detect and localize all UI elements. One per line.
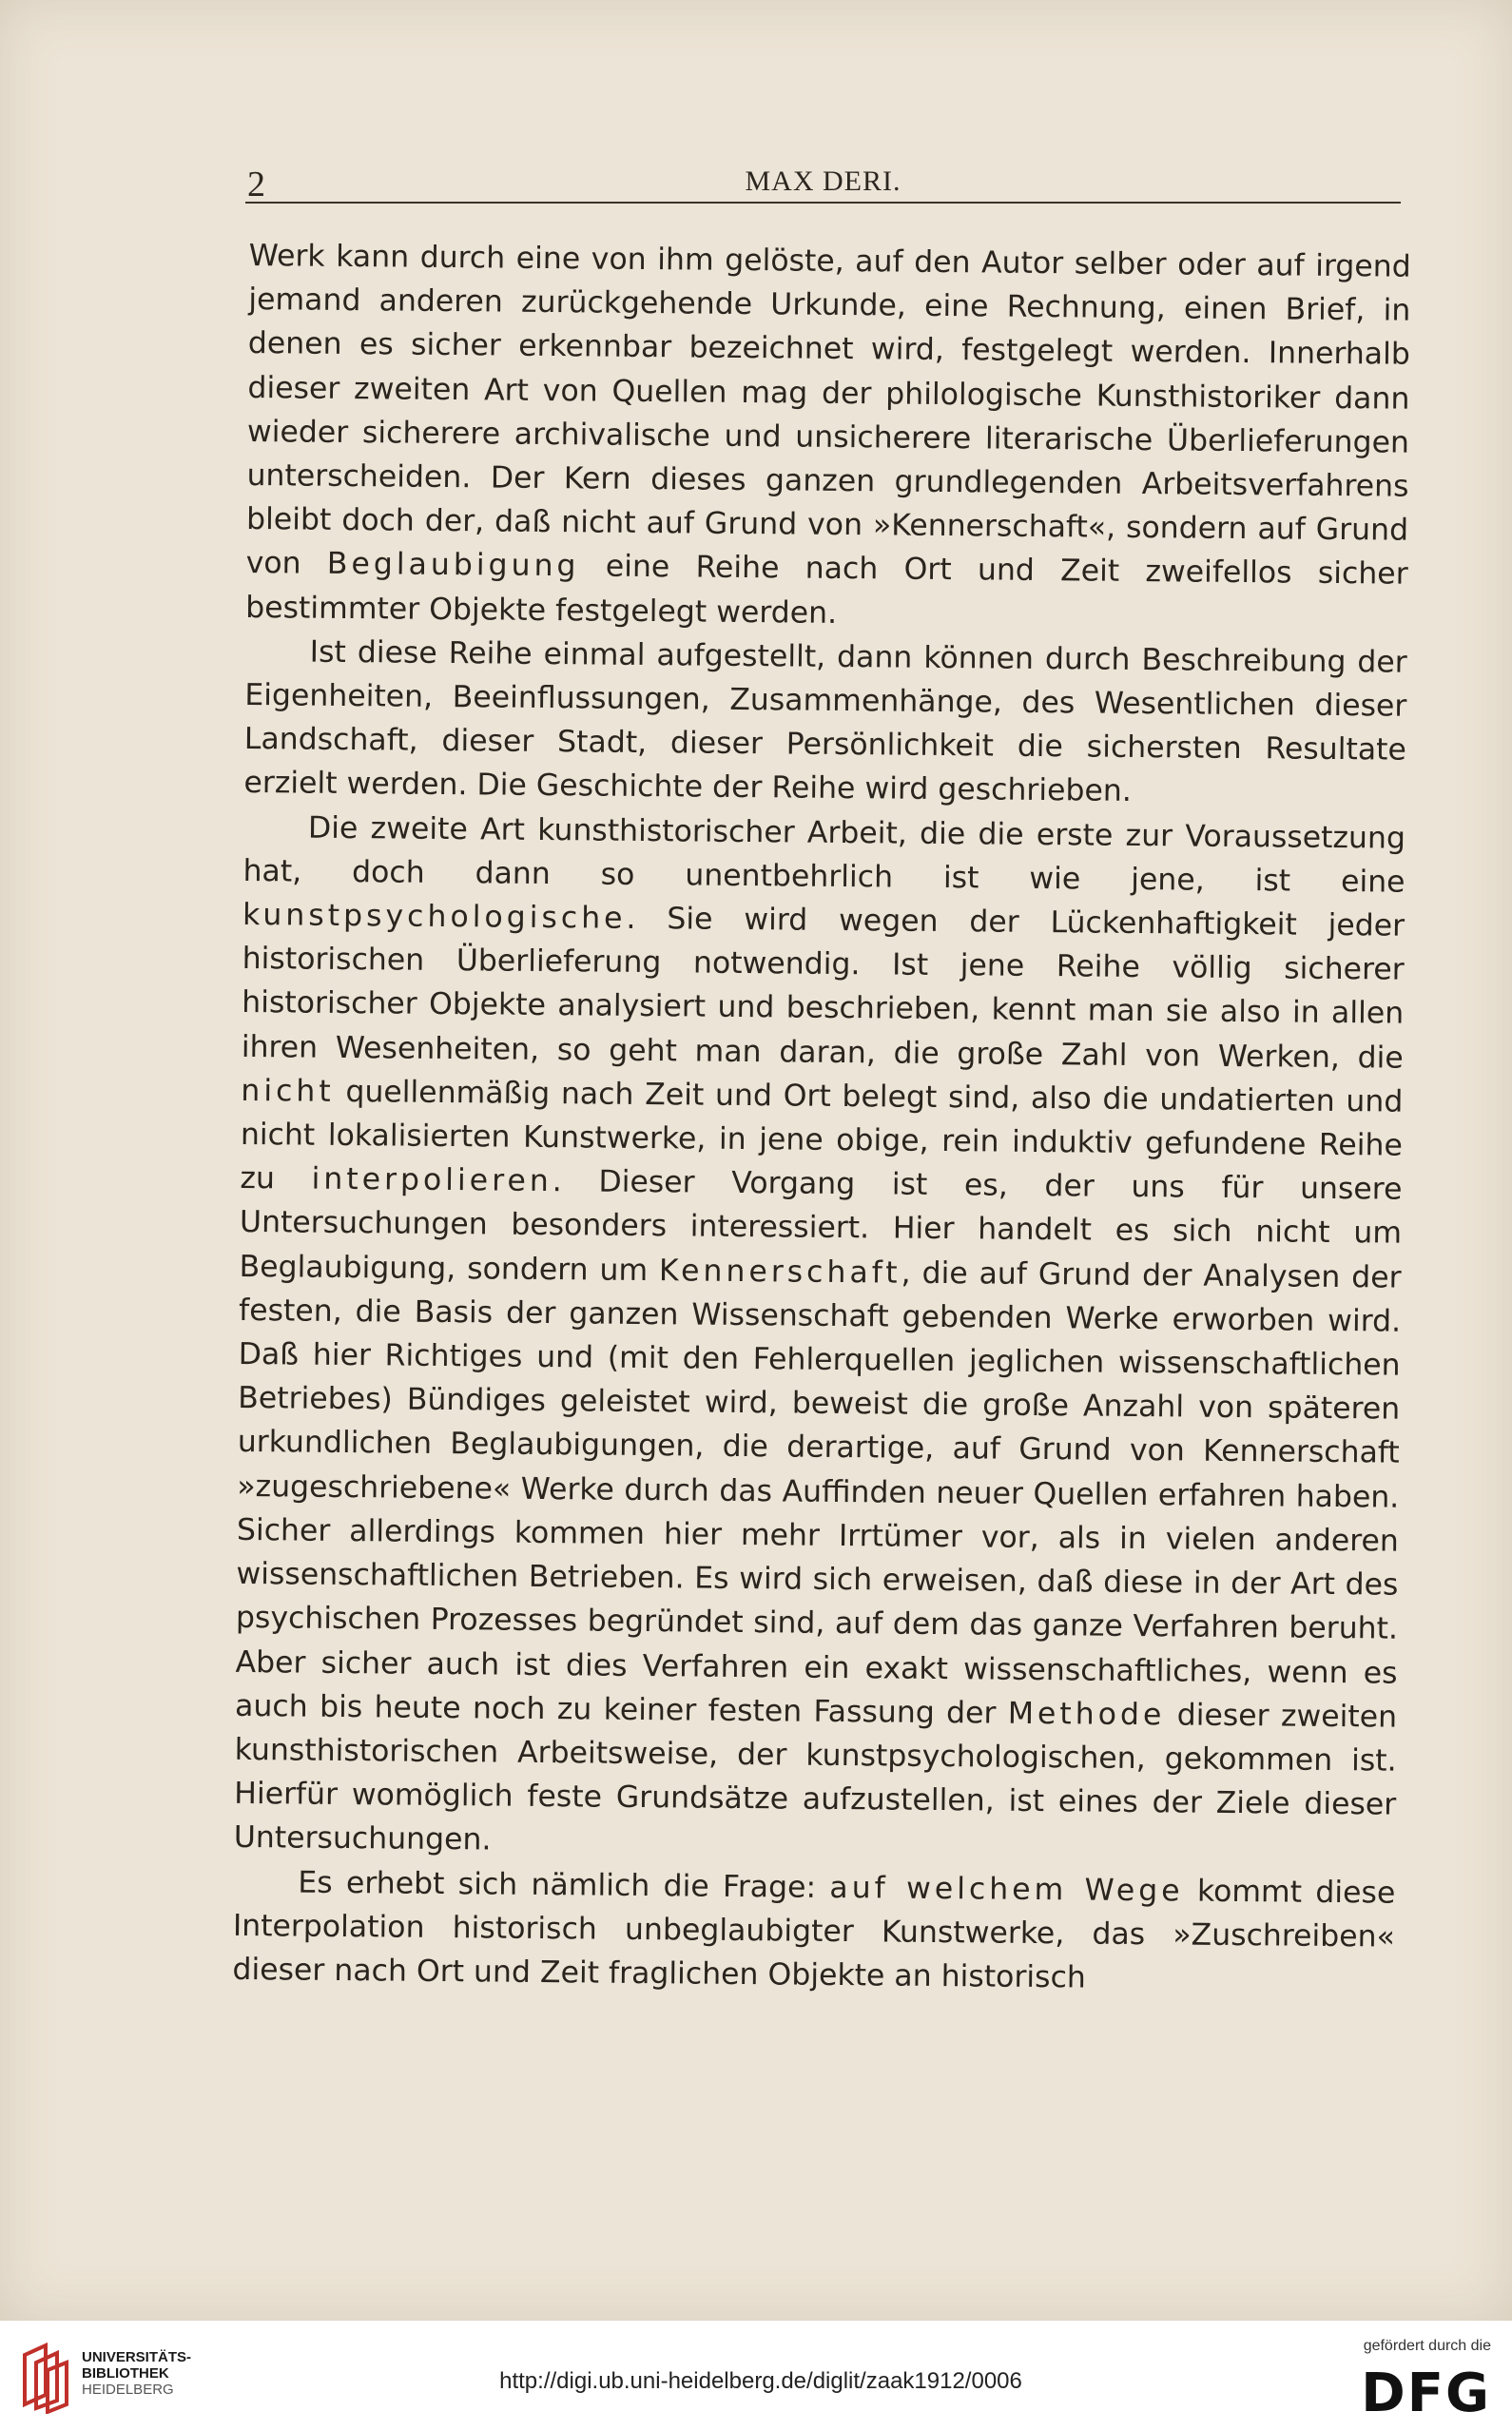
text-run: dieser zweiten kunsthistorischen Arbeitsweise, der kunstpsychologischen, gekommen ist. Hierfür womöglich feste Grundsätze aufzustellen, ist eines der Ziele dieser Untersuchungen.	[233, 1698, 1398, 1857]
emphasized-text: interpolieren	[311, 1161, 552, 1199]
emphasized-text: Kennerschaft	[658, 1253, 901, 1291]
text-run: . Dieser Vorgang ist es, der uns für unsere Untersuchungen besonders interessiert. Hier handelt es sich nicht um Beglaubigung, sondern um	[239, 1164, 1403, 1288]
text-run: kommt diese Interpolation historisch unbeglaubigter Kunstwerke, das »Zuschreiben« dieser nach Ort und Zeit fraglichen Objekte an historisch	[232, 1874, 1396, 1995]
text-run: . Sie wird wegen der Lückenhaftigkeit jeder historischen Überlieferung notwendig. Ist jene Reihe völlig sicherer historischer Objekte analysiert und beschrieben, kennt man sie also in allen ihren Wesenheiten, so geht man daran, die große Zahl von Werken, die	[241, 901, 1405, 1076]
text-run: Die zweite Art kunsthistorischer Arbeit, die die erste zur Voraussetzung hat, doch dann so unentbehrlich ist wie jene, ist eine	[242, 810, 1406, 900]
emphasized-text: Methode	[1007, 1696, 1166, 1733]
emphasized-text: auf welchem Wege	[829, 1870, 1184, 1909]
paragraph	[243, 630, 1407, 817]
library-name-line-3: HEIDELBERG	[82, 2382, 174, 2398]
text-run: eine Reihe nach Ort und Zeit zweifellos sicher bestimmter Objekte festgelegt werden.	[245, 549, 1408, 631]
text-run: Ist diese Reihe einmal aufgestellt, dann können durch Beschreibung der Eigenheiten, Beeinflussungen, Zusammenhänge, des Wesentlichen dieser Landschaft, dieser Stadt, dieser Persönlichkeit die sichersten Resultate erzielt werden. Die Geschichte der Reihe wird geschrieben.	[243, 634, 1407, 809]
footer-bar	[0, 2321, 1512, 2431]
dfg-logo-icon: DFG	[1361, 2363, 1491, 2424]
body-text	[232, 234, 1411, 2003]
permalink-url[interactable]: http://digi.ub.uni-heidelberg.de/diglit/zaak1912/0006	[499, 2368, 1022, 2394]
paragraph	[245, 234, 1411, 641]
running-title: MAX DERI.	[745, 165, 901, 197]
ub-heidelberg-logo-icon	[15, 2338, 72, 2414]
sponsor-label: gefördert durch die	[1363, 2338, 1491, 2354]
emphasized-text: nicht	[241, 1073, 335, 1109]
library-name-line-1: UNIVERSITÄTS-	[82, 2349, 192, 2365]
library-name-line-2: BIBLIOTHEK	[82, 2365, 169, 2382]
text-run: Werk kann durch eine von ihm gelöste, auf den Autor selber oder auf irgend jemand anderen zurückgehende Urkunde, eine Rechnung, einen Brief, in denen es sicher erkennbar bezeichnet wird, festgelegt werden. Innerhalb dieser zweiten Art von Quellen mag der philologische Kunsthistoriker dann wieder sicherere archivalische und unsicherere literarische Überlieferungen unterscheiden. Der Kern dieses ganzen grundlegenden Arbeitsverfahrens bleibt doch der, daß nicht auf Grund von »Kennerschaft«, sondern auf Grund von	[245, 238, 1411, 582]
emphasized-text: Beglaubigung	[326, 547, 580, 584]
page-header	[245, 160, 1401, 204]
paragraph	[232, 1859, 1395, 2002]
library-name	[82, 2349, 191, 2398]
emphasized-text: kunstpsychologische	[242, 898, 627, 936]
text-run: , die auf Grund der Analysen der festen, die Basis der ganzen Wissenschaft gebenden Werke erworben wird. Daß hier Richtiges und (mit den Fehlerquellen jeglichen wissenschaftlichen Betriebes) Bündiges geleistet wird, beweist die große Anzahl von späteren urkundlichen Beglaubigungen, die derartige, auf Grund von Kennerschaft »zugeschriebene« Werke durch das Auffinden neuer Quellen erfahren haben. Sicher allerdings kommen hier mehr Irrtümer vor, als in vielen anderen wissenschaftlichen Betrieben. Es wird sich erweisen, daß diese in der Art des psychischen Prozesses begründet sind, auf dem das ganze Verfahren beruht. Aber sicher auch ist dies Verfahren ein exakt wissenschaftliches, wenn es auch bis heute noch zu keiner festen Fassung der	[234, 1255, 1402, 1731]
page-number: 2	[247, 165, 265, 204]
paragraph	[234, 806, 1406, 1872]
text-run: quellenmäßig nach Zeit und Ort belegt sind, also die undatierten und nicht lokalisierten Kunstwerke, in jene obige, rein induktiv gefundene Reihe zu	[240, 1074, 1404, 1196]
text-run: Es erhebt sich nämlich die Frage:	[298, 1865, 830, 1905]
